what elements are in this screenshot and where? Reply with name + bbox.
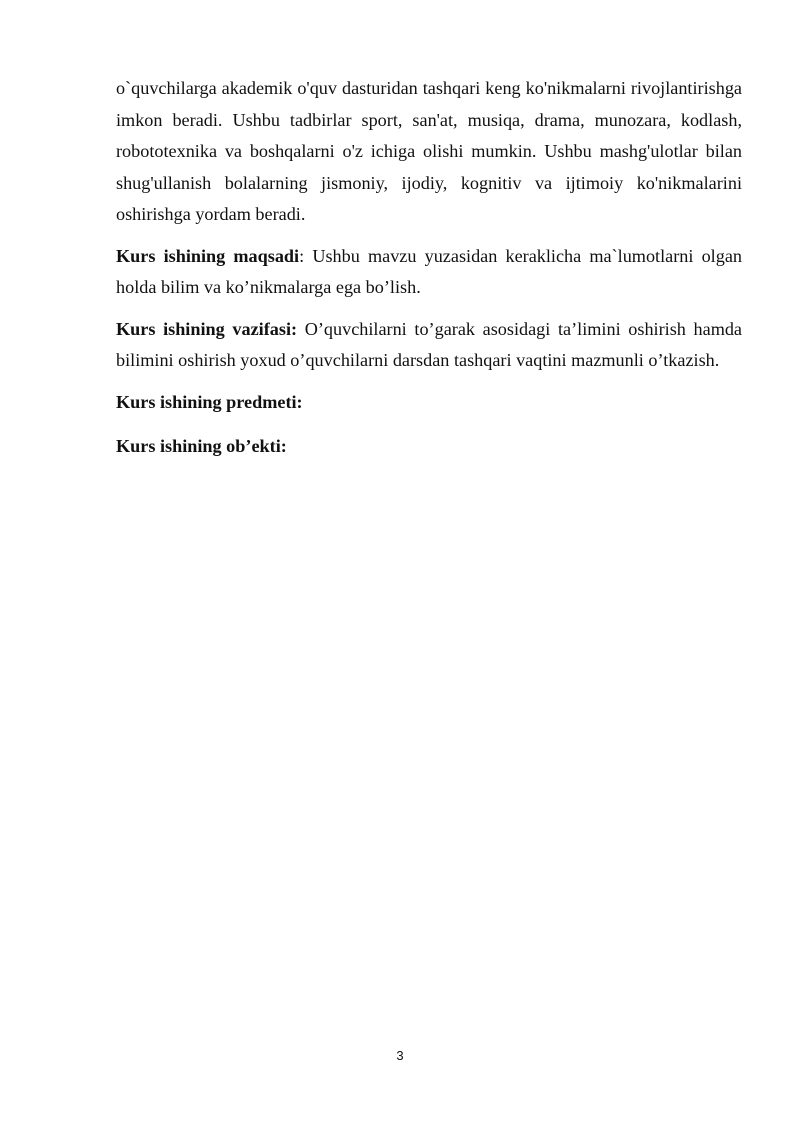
object-heading	[116, 431, 742, 463]
intro-text: o`quvchilarga akademik o'quv dasturidan tashqari keng ko'nikmalarni rivojlantirishga imkon beradi. Ushbu tadbirlar sport, san'at, musiqa, drama, munozara, kodlash, robototexnika va boshqalarni o'z ichiga olishi mumkin. Ushbu mashg'ulotlar bilan shug'ullanish bolalarning jismoniy, ijodiy, kognitiv va ijtimoiy ko'nikmalarini oshirishga yordam beradi.	[116, 78, 742, 224]
intro-paragraph	[116, 73, 742, 231]
goal-paragraph	[116, 241, 742, 304]
subject-heading	[116, 387, 742, 419]
task-paragraph	[116, 314, 742, 377]
goal-label: Kurs ishining maqsadi	[116, 245, 300, 266]
object-label: Kurs ishining ob’ekti:	[116, 436, 287, 456]
goal-text: : Ushbu mavzu yuzasidan keraklicha ma`lumotlarni olgan holda bilim va ko’nikmalarga ega bo’lish.	[116, 245, 742, 297]
task-text: O’quvchilarni to’garak asosidagi ta’limini oshirish hamda bilimini oshirish yoxud o’quvchilarni darsdan tashqari vaqtini mazmunli o’tkazish.	[116, 318, 743, 370]
task-label: Kurs ishining vazifasi:	[116, 318, 298, 339]
page-number: 3	[396, 1048, 404, 1063]
subject-label: Kurs ishining predmeti:	[116, 391, 303, 412]
